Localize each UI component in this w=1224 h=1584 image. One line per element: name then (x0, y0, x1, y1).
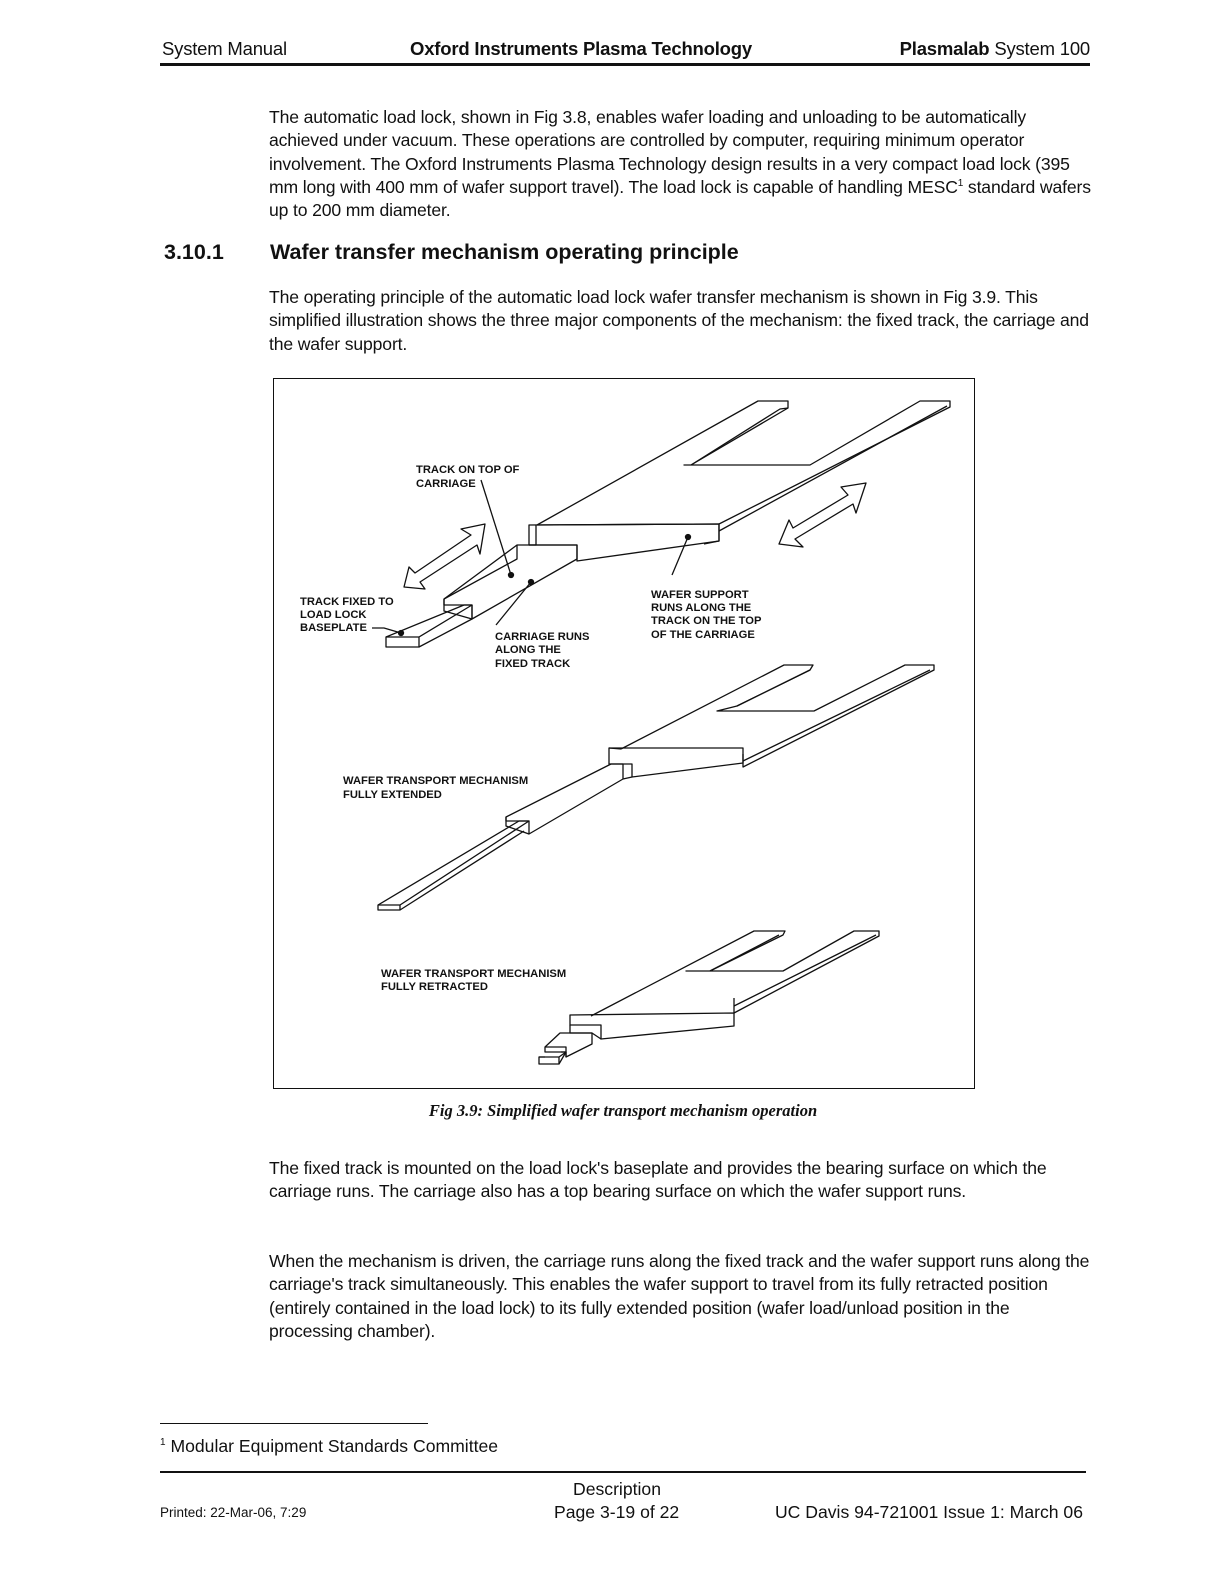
body-paragraph-1: The fixed track is mounted on the load lock's baseplate and provides the bearing surface on which the carriage runs. The carriage also has a top bearing surface on which the wafer support runs. (269, 1158, 1047, 1202)
footer-page-number: Page 3-19 of 22 (554, 1502, 680, 1522)
wafer-transport-diagram (274, 379, 974, 1088)
leader-carriage-runs (496, 582, 531, 625)
fork-edge-outer (719, 406, 947, 531)
wafer-support-block (529, 524, 719, 561)
double-arrow-left-icon (404, 524, 485, 589)
retracted-assembly (539, 931, 879, 1064)
figure-caption: Fig 3.9: Simplified wafer transport mechanism operation (428, 1101, 818, 1120)
header-company: Oxford Instruments Plasma Technology (410, 38, 752, 59)
extended-fixed-track (378, 821, 529, 910)
header-divider (160, 63, 1090, 66)
section-title: Wafer transfer mechanism operating principle (270, 240, 739, 264)
label-carriage-runs: CARRIAGE RUNS ALONG THE FIXED TRACK (495, 631, 590, 670)
figure-3-9 (273, 378, 975, 1089)
label-track-on-top: TRACK ON TOP OF CARRIAGE (416, 464, 520, 490)
leader-track-fixed (372, 628, 401, 633)
extended-fork (621, 665, 934, 767)
body-paragraph-2: When the mechanism is driven, the carriage runs along the fixed track and the wafer support runs along the carriage's track simultaneously. This enables the wafer support to travel from its fully retracted position (entirely contained in the load lock) to its fully extended position (wafer load/unload position in the processing chamber). (269, 1251, 1090, 1341)
retracted-fork (591, 931, 879, 1016)
double-arrow-right-icon (779, 483, 866, 547)
footer-divider (160, 1471, 1086, 1473)
footer-document-reference: UC Davis 94-721001 Issue 1: March 06 (774, 1502, 1083, 1522)
section-number: 3.10.1 (164, 240, 224, 264)
footnote-text: Modular Equipment Standards Committee (165, 1436, 499, 1456)
intro-text-end: standard wafers up to 200 mm diameter. (269, 176, 1091, 221)
footer-printed-date: Printed: 22-Mar-06, 7:29 (160, 1505, 307, 1520)
header-product (900, 38, 1090, 60)
extended-assembly (378, 665, 934, 910)
label-wafer-support-runs: WAFER SUPPORT RUNS ALONG THE TRACK ON THE TOP OF THE CARRIAGE (651, 589, 762, 641)
header-product-name: Plasmalab (899, 38, 990, 59)
intro-paragraph (269, 106, 1091, 222)
footnote-marker: 1 (160, 1437, 166, 1448)
label-fully-extended: WAFER TRANSPORT MECHANISM FULLY EXTENDED (343, 775, 529, 801)
footnote-divider (160, 1423, 428, 1424)
footnote-reference[interactable]: 1 (957, 177, 964, 189)
retracted-fixed-track (539, 1052, 566, 1064)
intro-text: The automatic load lock, shown in Fig 3.8, enables wafer loading and unloading to be automatically achieved under vacuum. These operations are controlled by computer, requiring minimum operator involvement. The Oxford Instruments Plasma Technology design results in a very compact load lock (395 mm long with 400 mm of wafer support travel). The load lock is capable of handling MESC (269, 107, 1070, 197)
page-header (162, 38, 1090, 64)
label-track-fixed: TRACK FIXED TO LOAD LOCK BASEPLATE (300, 596, 394, 634)
header-manual-title: System Manual (162, 38, 287, 59)
footnote (160, 1436, 498, 1457)
label-fully-retracted: WAFER TRANSPORT MECHANISM FULLY RETRACTED (381, 968, 567, 993)
section-paragraph: The operating principle of the automatic load lock wafer transfer mechanism is shown in Fig 3.9. This simplified illustration shows the three major components of the mechanism: the fixed track, the carriage and the wafer support. (269, 287, 1089, 354)
extended-wafer-block (609, 748, 743, 777)
retracted-carriage (545, 1033, 592, 1057)
footer-section: Description (572, 1479, 661, 1499)
leader-wafer-support (672, 537, 688, 575)
header-product-model: System 100 (989, 38, 1090, 59)
wafer-support-fork (537, 401, 950, 544)
